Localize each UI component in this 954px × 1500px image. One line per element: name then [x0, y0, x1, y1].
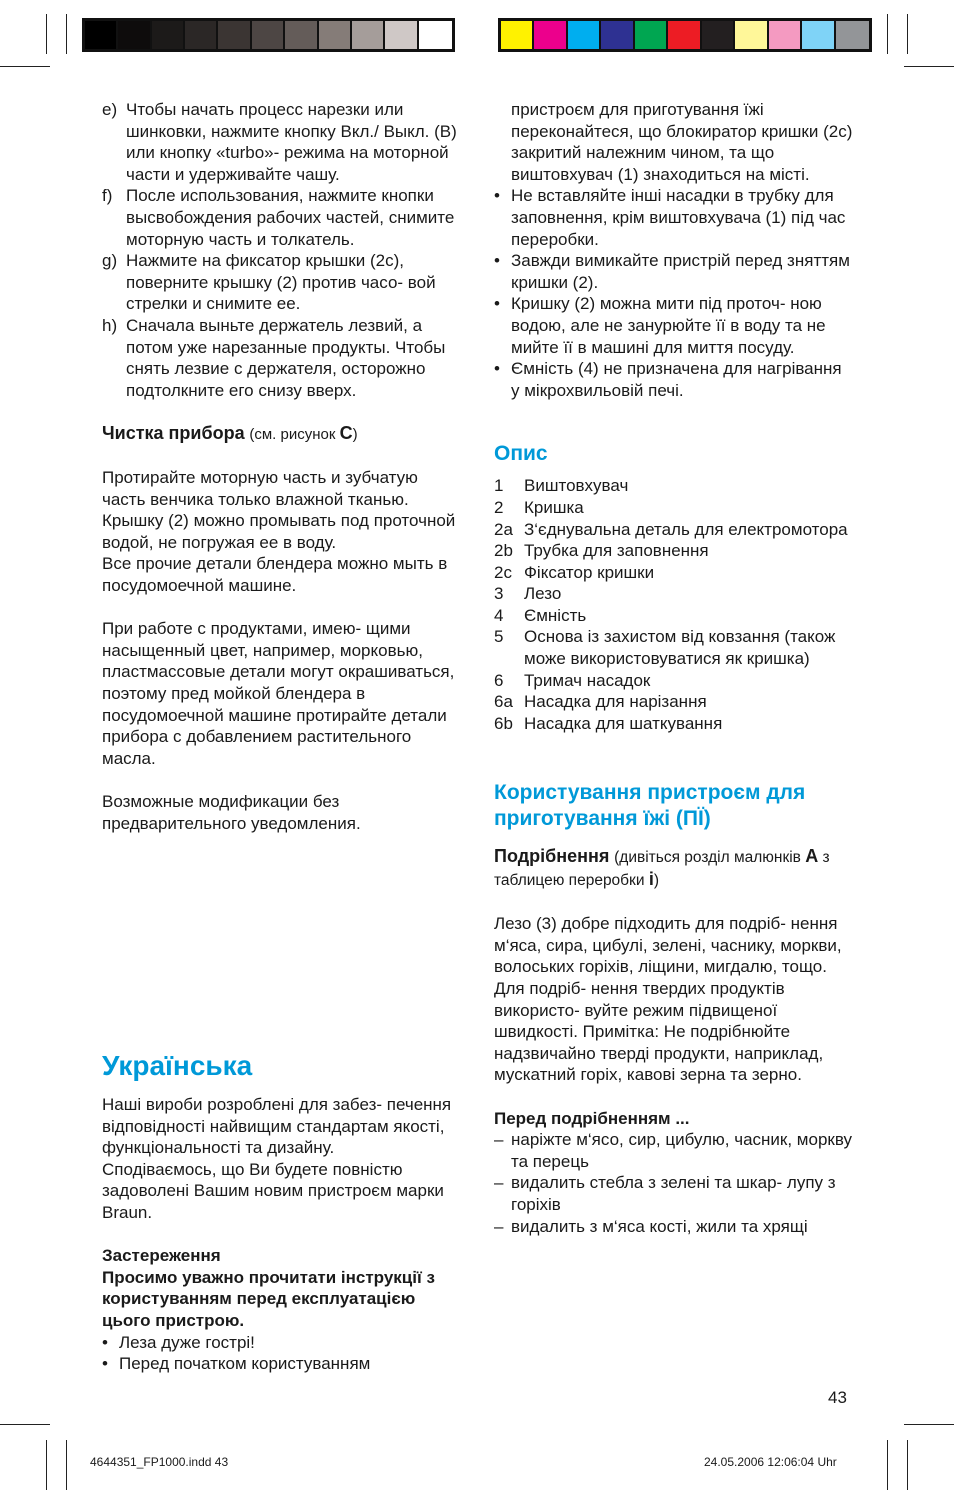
step-item: [102, 185, 462, 250]
bullet-item: [102, 1353, 452, 1375]
bullet-dot-icon: •: [102, 1354, 108, 1374]
part-number: 2: [494, 497, 504, 517]
before-chopping-list: [494, 1129, 854, 1237]
color-swatch: [836, 21, 869, 49]
bullet-text: Кришку (2) можна мити під проточ- ною водою, але не занурюйте її в воду та не мийте її в машині для миття посуду.: [511, 294, 826, 357]
part-name: Кришка: [524, 497, 584, 517]
color-swatch: [319, 21, 352, 49]
step-item: [102, 250, 462, 315]
color-swatch: [352, 21, 385, 49]
step-text: Чтобы начать процесс нарезки или шинковки, нажмите кнопку Вкл./ Выкл. (B) или кнопку «turbo»- режима на моторной части и удерживайте чашу.: [126, 100, 457, 184]
before-item-text: видалить стебла з зелені та шкар- лупу з горіхів: [511, 1173, 836, 1214]
crop-mark: [887, 14, 888, 54]
before-item: [494, 1129, 854, 1172]
part-item: [494, 540, 854, 562]
usage-title: Користування пристроєм для приготування їжі (ПЇ): [494, 781, 806, 831]
before-item: [494, 1172, 854, 1215]
footer-file-info: 4644351_FP1000.indd 43: [90, 1455, 229, 1469]
color-swatch: [152, 21, 185, 49]
safety-bullets: [494, 185, 854, 401]
before-item-text: наріжте м‘ясо, сир, цибулю, часник, моркву та перець: [511, 1130, 852, 1171]
crop-mark: [904, 1424, 954, 1425]
color-swatch: [501, 21, 534, 49]
continued-bullet-text: пристроєм для приготування їжі переконайтеся, що блокиратор кришки (2c) закритий належним чином, та що виштовхувач (1) знаходиться на місті.: [511, 100, 853, 184]
part-name: З‘єднувальна деталь для електромотора: [524, 519, 848, 539]
part-item: [494, 626, 854, 669]
color-swatch: [802, 21, 835, 49]
bullet-item: [494, 250, 854, 293]
color-swatch: [218, 21, 251, 49]
footer-timestamp: 24.05.2006 12:06:04 Uhr: [704, 1455, 837, 1469]
dash-marker: –: [494, 1130, 504, 1150]
part-name: Тримач насадок: [524, 670, 651, 690]
color-swatch: [568, 21, 601, 49]
part-number: 5: [494, 627, 504, 647]
color-swatch: [735, 21, 768, 49]
warning-text: Просимо уважно прочитати інструкції з користуванням перед експлуатацією цього пристрою.: [102, 1267, 435, 1330]
before-item-text: видалить з м‘яса кості, жили та хрящі: [511, 1216, 808, 1236]
color-swatch: [601, 21, 634, 49]
part-item: [494, 497, 854, 519]
ukrainian-section: [102, 1050, 452, 1375]
part-name: Ємність: [524, 605, 587, 625]
bullet-text: Леза дуже гострі!: [119, 1332, 255, 1352]
modification-note: Возможные модификации без предварительного уведомления.: [102, 792, 361, 833]
crop-mark: [887, 1440, 888, 1490]
bullet-text: Завжди вимикайте пристрій перед зняттям кришки (2).: [511, 251, 850, 292]
cleaning-heading: Чистка прибора (см. рисунок C): [102, 422, 358, 443]
before-chopping-title: Перед подрібненням ...: [494, 1108, 690, 1128]
bullet-dot-icon: •: [102, 1332, 108, 1352]
color-swatch: [635, 21, 668, 49]
color-swatch: [85, 21, 118, 49]
step-marker: e): [102, 100, 118, 119]
ukrainian-title: Українська: [102, 1050, 253, 1081]
part-name: Основа із захистом від ковзання (також може використовуватися як кришка): [524, 627, 836, 669]
part-number: 4: [494, 605, 504, 625]
cleaning-paragraph: Протирайте моторную часть и зубчатую часть венчика только влажной тканью. Крышку (2) можно промывать под проточной водой, не погружая ее в воду.: [102, 468, 456, 552]
color-swatch: [285, 21, 318, 49]
color-swatch: [252, 21, 285, 49]
page-number: 43: [828, 1388, 847, 1407]
part-item: [494, 605, 854, 627]
part-item: [494, 583, 854, 605]
part-name: Лезо: [524, 584, 562, 604]
part-item: [494, 475, 854, 497]
bullet-item: [494, 358, 854, 401]
process-color-bar: [498, 18, 872, 52]
color-swatch: [668, 21, 701, 49]
part-name: Фіксатор кришки: [524, 562, 655, 582]
crop-mark: [0, 66, 50, 67]
left-column: [102, 99, 462, 834]
crop-mark: [904, 66, 954, 67]
cutting-steps-list: [102, 99, 462, 401]
color-swatch: [702, 21, 735, 49]
part-number: 3: [494, 584, 504, 604]
part-number: 6a: [494, 692, 513, 712]
part-item: [494, 519, 854, 541]
crop-mark: [66, 14, 67, 54]
warning-bullets: [102, 1332, 452, 1375]
part-item: [494, 713, 854, 735]
bullet-text: Не вставляйте інші насадки в трубку для заповнення, крім виштовхувача (1) під час переробки.: [511, 186, 846, 249]
part-number: 6b: [494, 713, 513, 733]
bullet-dot-icon: •: [494, 294, 500, 314]
color-swatch: [118, 21, 151, 49]
bullet-item: [102, 1332, 452, 1354]
dash-marker: –: [494, 1216, 504, 1236]
step-marker: g): [102, 251, 118, 271]
grayscale-color-bar: [82, 18, 455, 52]
right-column: [494, 99, 854, 1237]
color-swatch: [769, 21, 802, 49]
color-swatch: [419, 21, 452, 49]
before-item: [494, 1216, 854, 1238]
bullet-item: [494, 185, 854, 250]
step-text: После использования, нажмите кнопки высвобождения рабочих частей, снимите моторную часть и толкатель.: [126, 186, 455, 249]
bullet-dot-icon: •: [494, 359, 500, 379]
part-name: Насадка для шаткування: [524, 713, 723, 733]
step-item: [102, 99, 462, 185]
part-number: 2b: [494, 541, 513, 561]
part-number: 6: [494, 670, 504, 690]
dash-marker: –: [494, 1173, 504, 1193]
part-number: 2a: [494, 519, 513, 539]
part-name: Насадка для нарізання: [524, 692, 707, 712]
chopping-text: Лезо (3) добре підходить для подріб- нення м‘яса, сира, цибулі, зелені, часнику, моркви, волоських горіхів, ліщини, мигдалю, тощо. Для подріб- нення твердих продуктів використо- вуйте режим підвищеної швидкості. Примітка: Не подрібнюйте надзвичайно тверді продукти, наприклад, мускатний горіх, кавові зерна та зерно.: [494, 914, 842, 1085]
part-item: [494, 562, 854, 584]
step-marker: f): [102, 186, 113, 206]
description-title: Опис: [494, 442, 548, 466]
crop-mark: [907, 14, 908, 54]
ukrainian-intro: Наші вироби розроблені для забез- печення відповідності найвищим стандартам якості, функціональності та дизайну. Сподіваємось, що Ви будете повністю задоволені Вашим новим пристроєм марки Braun.: [102, 1095, 452, 1222]
part-item: [494, 670, 854, 692]
color-swatch: [534, 21, 567, 49]
warning-title: Застереження: [102, 1246, 221, 1266]
cleaning-paragraph: При работе с продуктами, имею- щими насыщенный цвет, например, морковью, пластмассовые детали могут окрашиваться, поэтому пред мойкой блендера в посудомоечной машине протирайте детали прибора с добавлением растительного масла.: [102, 619, 455, 768]
step-item: [102, 315, 462, 401]
cleaning-paragraph: Все прочие детали блендера можно мыть в посудомоечной машине.: [102, 554, 448, 596]
part-number: 2c: [494, 562, 512, 582]
crop-mark: [907, 1440, 908, 1490]
parts-list: [494, 475, 854, 734]
part-number: 1: [494, 476, 504, 496]
color-swatch: [185, 21, 218, 49]
step-marker: h): [102, 315, 118, 335]
crop-mark: [0, 1424, 50, 1425]
bullet-dot-icon: •: [494, 186, 500, 206]
bullet-item: [494, 293, 854, 358]
crop-mark: [46, 1440, 47, 1490]
color-swatch: [385, 21, 418, 49]
step-text: Сначала выньте держатель лезвий, а потом уже нарезанные продукты. Чтобы снять лезвие с держателя, осторожно подтолкните его снизу вверх.: [126, 315, 446, 400]
part-item: [494, 691, 854, 713]
bullet-text: Перед початком користуванням: [119, 1354, 371, 1374]
part-name: Виштовхувач: [524, 476, 629, 496]
chopping-heading: Подрібнення (дивіться розділ малюнків A з таблицею переробки i): [494, 846, 830, 890]
step-text: Нажмите на фиксатор крышки (2c), поверните крышку (2) против часо- вой стрелки и снимите ее.: [126, 251, 436, 314]
crop-mark: [46, 14, 47, 54]
crop-mark: [66, 1440, 67, 1490]
bullet-text: Ємність (4) не призначена для нагрівання у мікрохвильовій печі.: [511, 359, 842, 400]
part-name: Трубка для заповнення: [524, 541, 709, 561]
bullet-dot-icon: •: [494, 251, 500, 271]
